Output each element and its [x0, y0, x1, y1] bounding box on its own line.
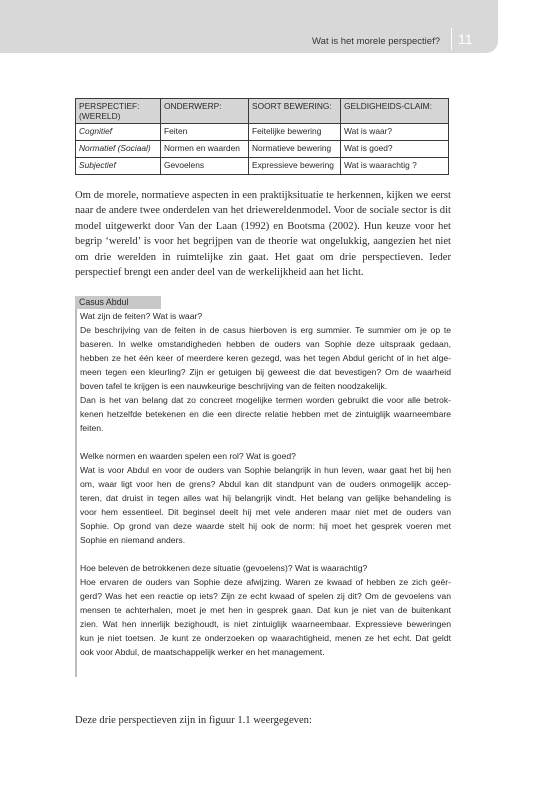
- closing-paragraph: Deze drie perspectieven zijn in figuur 1.1 weergegeven:: [75, 715, 312, 726]
- case-line: Sophie. Op grond van deze waarde stelt hij ook de norm: hij moet het gesprek voeren met: [80, 521, 451, 531]
- table-row: [76, 124, 449, 141]
- case-line: De beschrijving van de feiten in de casus hierboven is erg summier. Te summier om je op te: [80, 325, 451, 335]
- table-cell: Wat is waar?: [341, 124, 449, 141]
- case-line: mensen te achterhalen, moet je met hen in gesprek gaan. Dat kun je niet van de buitenkant: [80, 605, 451, 615]
- case-line: Wat is voor Abdul en voor de ouders van Sophie belangrijk in hun leven, waar gaat het bij hen: [80, 465, 451, 475]
- table-cell: Normatief (Sociaal): [76, 141, 161, 158]
- case-line: kun je niet toetsen. Je kunt ze onderzoeken op waarachtigheid, menen ze het echt. Dat geldt: [80, 633, 451, 643]
- case-side-bar: [75, 296, 77, 677]
- case-line: Dan is het van belang dat zo concreet mogelijke termen worden gebruikt die voor alle betrok-: [80, 395, 451, 405]
- case-line: feiten.: [80, 423, 104, 433]
- table-cell: Normatieve bewering: [249, 141, 341, 158]
- case-line: hebben ze het één keer of meerdere keren gezegd, was het tegen Abdul gericht of in het alge-: [80, 353, 451, 363]
- case-line: meen tegen een kleurling? Zijn er getuigen bij geweest die dat bevestigen? Om de waarheid: [80, 367, 451, 377]
- table-row: [76, 158, 449, 175]
- table-cell: Wat is goed?: [341, 141, 449, 158]
- column-header: PERSPECTIEF: (WERELD): [76, 99, 161, 124]
- table-cell: Feitelijke bewering: [249, 124, 341, 141]
- table-row: [76, 141, 449, 158]
- case-heading: Wat zijn de feiten? Wat is waar?: [80, 311, 203, 321]
- case-label: Casus Abdul: [75, 296, 161, 309]
- table-cell: Cognitief: [76, 124, 161, 141]
- table-cell: Normen en waarden: [161, 141, 249, 158]
- case-line: Sophie en niemand anders.: [80, 535, 186, 545]
- header-separator: [451, 28, 452, 50]
- column-header: GELDIGHEIDS-CLAIM:: [341, 99, 449, 124]
- case-heading: Hoe beleven de betrokkenen deze situatie (gevoelens)? Wat is waarachtig?: [80, 563, 368, 573]
- case-line: om, waar ligt voor hen de grens? Abdul kan dit standpunt van de ouders onmogelijk accep-: [80, 479, 451, 489]
- column-header: SOORT BEWERING:: [249, 99, 341, 124]
- case-line: baseren. In welke omstandigheden hebben de ouders van Sophie deze uitspraak gedaan,: [80, 339, 451, 349]
- case-line: ook voor Abdul, de maatschappelijk werker en het management.: [80, 647, 325, 657]
- table-header-row: [76, 99, 449, 124]
- case-line: kenen hetzelfde betekenen en die een directe relatie hebben met de zintuiglijk waarneembare: [80, 409, 451, 419]
- table-cell: Expressieve bewering: [249, 158, 341, 175]
- case-heading: Welke normen en waarden spelen een rol? Wat is goed?: [80, 451, 296, 461]
- column-header: ONDERWERP:: [161, 99, 249, 124]
- table-cell: Subjectief: [76, 158, 161, 175]
- case-line: zien. Wat hen innerlijk bezighoudt, is niet zintuiglijk waarneembaar. Expressieve beweringen: [80, 619, 451, 629]
- case-line: teren, dat druist in tegen alles wat hij belangrijk vindt. Het belang van gelijke behandeling is: [80, 493, 451, 503]
- case-line: Hoe ervaren de ouders van Sophie deze afwijzing. Waren ze kwaad of hebben ze zich geër-: [80, 577, 451, 587]
- page-number: 11: [458, 31, 473, 47]
- table-cell: Feiten: [161, 124, 249, 141]
- running-title: Wat is het morele perspectief?: [312, 36, 440, 47]
- table-cell: Gevoelens: [161, 158, 249, 175]
- perspectives-table: [75, 98, 449, 175]
- case-line: gerd? Was het een reactie op iets? Zijn ze echt kwaad of spelen zij dit? Om de gevoelens van: [80, 591, 451, 601]
- table-cell: Wat is waarachtig ?: [341, 158, 449, 175]
- case-line: boven tafel te krijgen is een nauwkeurige beschrijving van de feiten noodzakelijk.: [80, 381, 388, 391]
- case-line: voor hem essentieel. Dit beginsel deelt hij met vele anderen maar niet met de ouders van: [80, 507, 451, 517]
- intro-paragraph: Om de morele, normatieve aspecten in een praktijksituatie te herkennen, kijken we eerst naar de andere twee onderdelen van het driewereldenmodel. Voor de sociale sector is dit model uitgewerkt door Van der Laan (1992) en Bootsma (2002). Hun keuze voor het begrip ‘wereld’ is voor het begrijpen van de theorie wat ongelukkig, aangezien het niet om drie werelden in ruimtelijke zin gaat. Het gaat om drie perspectieven. Ieder perspectief brengt een ander deel van de werkelijkheid aan het licht.: [75, 190, 451, 279]
